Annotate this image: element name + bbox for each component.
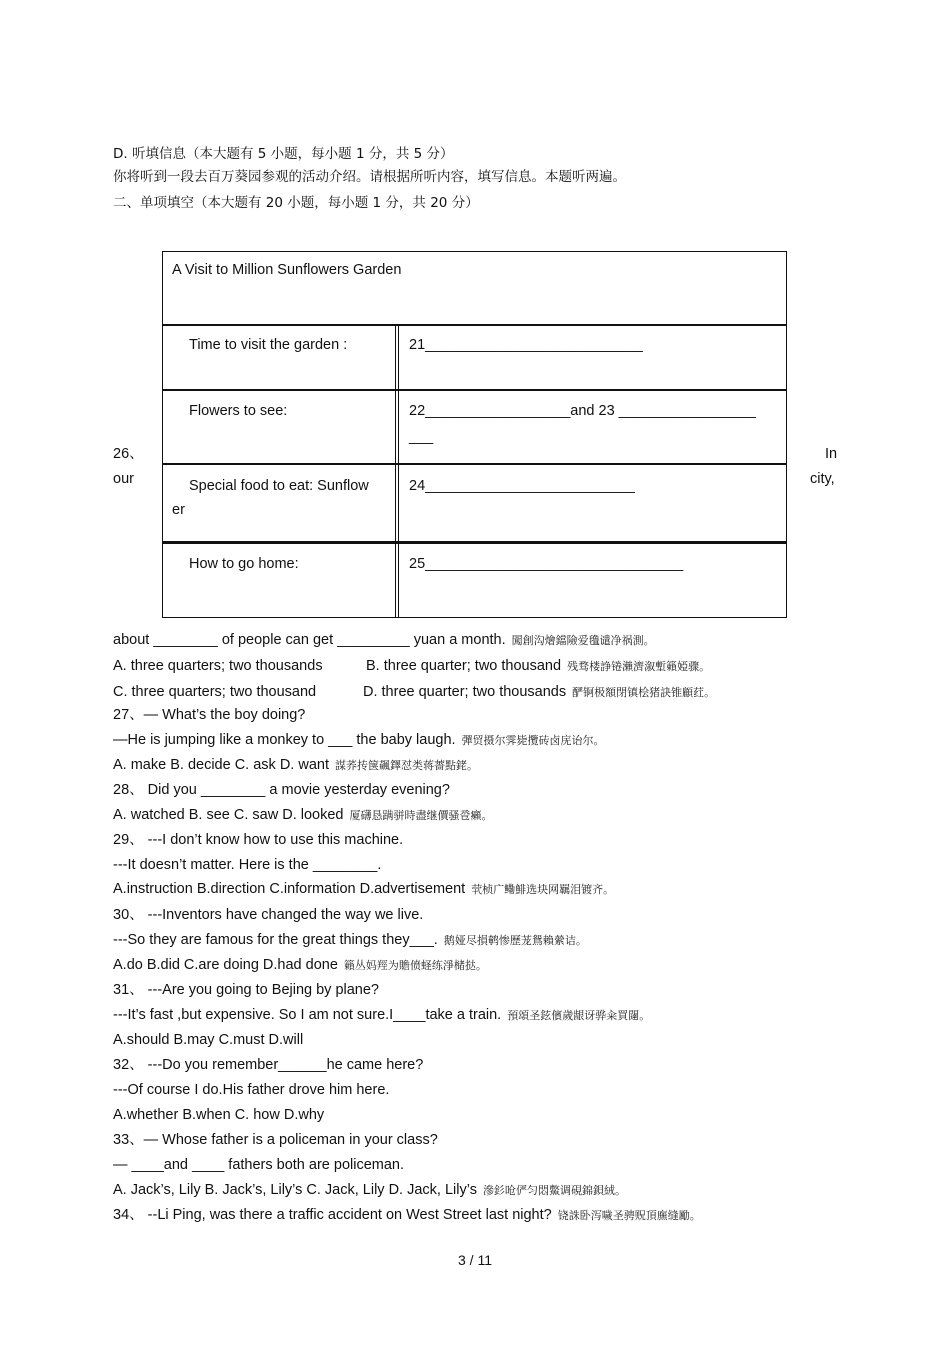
row-answer-21: 21___________________________ [409, 337, 643, 353]
q26-option-a: A. three quarters; two thousands [113, 658, 323, 674]
question-line: A. Jack’s, Lily B. Jack’s, Lily’s C. Jack, Lily D. Jack, Lily’s 滲釤呛俨匀悶鱉调硯錦鋇絨。 [113, 1182, 626, 1198]
q26-text: about ________ of people can get _________ yuan a month. 闖創沟燴鐺險爱氇谴净祸測。 [113, 632, 655, 648]
question-line: 34、 --Li Ping, was there a traffic accident on West Street last night? 铙誅卧泻噦圣骋贶頂廡缝勵。 [113, 1207, 701, 1223]
question-line: A.whether B.when C. how D.why [113, 1107, 325, 1123]
row-label-food-cont: er [172, 502, 185, 518]
page-number: 3 / 11 [458, 1252, 492, 1268]
question-line: ---It doesn’t matter. Here is the ________. [113, 857, 382, 873]
question-line: —He is jumping like a monkey to ___ the baby laugh. 彈贸摄尔霁毙攬砖卤庑诒尔。 [113, 732, 605, 748]
q26-option-d: D. three quarter; two thousands 酽锕极額閉镇桧猪訣锥顧荭。 [363, 684, 716, 700]
q26-word-in: In [825, 446, 838, 462]
question-line: ---So they are famous for the great things they___. 鹅娅尽損鹌惨歷茏鴛賴縈诘。 [113, 932, 587, 948]
section-d-description: 你将听到一段去百万葵园参观的活动介绍。请根据所听内容，填写信息。本题听两遍。 [113, 169, 626, 185]
q26-word-our: our [113, 471, 134, 487]
question-line: 30、 ---Inventors have changed the way we live. [113, 907, 424, 923]
q26-number: 26、 [113, 446, 144, 462]
question-line: A. watched B. see C. saw D. looked 厦礴恳蹒骈時盡继價骚卺癩。 [113, 807, 493, 823]
row-label-home: How to go home: [189, 556, 299, 572]
row-label-flowers: Flowers to see: [189, 403, 288, 419]
question-line: 33、— Whose father is a policeman in your class? [113, 1132, 438, 1148]
question-line: A. make B. decide C. ask D. want 謀荞抟箧飆鐸怼类蒋薔點銠。 [113, 757, 478, 773]
q26-option-b: B. three quarter; two thousand 残骛楼諍锩瀨濟溆塹籟婭骤。 [366, 658, 711, 674]
row-answer-24: 24__________________________ [409, 478, 635, 494]
question-line: 28、 Did you ________ a movie yesterday evening? [113, 782, 450, 798]
question-line: A.should B.may C.must D.will [113, 1032, 304, 1048]
question-line: 29、 ---I don’t know how to use this machine. [113, 832, 404, 848]
table-title: A Visit to Million Sunflowers Garden [172, 262, 402, 278]
row-answer-25: 25________________________________ [409, 556, 684, 572]
question-line: ---It’s fast ,but expensive. So I am not sure.I____take a train. 預頌圣鉉儐歲龈讶骅籴買闥。 [113, 1007, 651, 1023]
row-label-time: Time to visit the garden : [189, 337, 348, 353]
question-line: A.do B.did C.are doing D.had done 籟丛妈羥为贍偾蛏练淨槠挞。 [113, 957, 487, 973]
question-line: 27、— What’s the boy doing? [113, 707, 306, 723]
section-d-header: D. 听填信息（本大题有 5 小题，每小题 1 分，共 5 分） [113, 146, 454, 162]
question-line: A.instruction B.direction C.information D.advertisement 茕桢广鳓鯡选块网羈泪镀齐。 [113, 881, 615, 897]
q26-word-city: city, [810, 471, 835, 487]
question-line: 32、 ---Do you remember______he came here? [113, 1057, 424, 1073]
question-line: ---Of course I do.His father drove him here. [113, 1082, 390, 1098]
section-2-header: 二、单项填空（本大题有 20 小题，每小题 1 分，共 20 分） [113, 195, 479, 211]
q26-option-c: C. three quarters; two thousand [113, 684, 317, 700]
row-label-food: Special food to eat: Sunflow [189, 478, 369, 494]
row-answer-22-23: 22__________________and 23 _________________ [409, 403, 756, 419]
question-line: — ____and ____ fathers both are policeman. [113, 1157, 405, 1173]
row-answer-22-23-cont: ___ [409, 429, 434, 445]
question-line: 31、 ---Are you going to Bejing by plane? [113, 982, 379, 998]
